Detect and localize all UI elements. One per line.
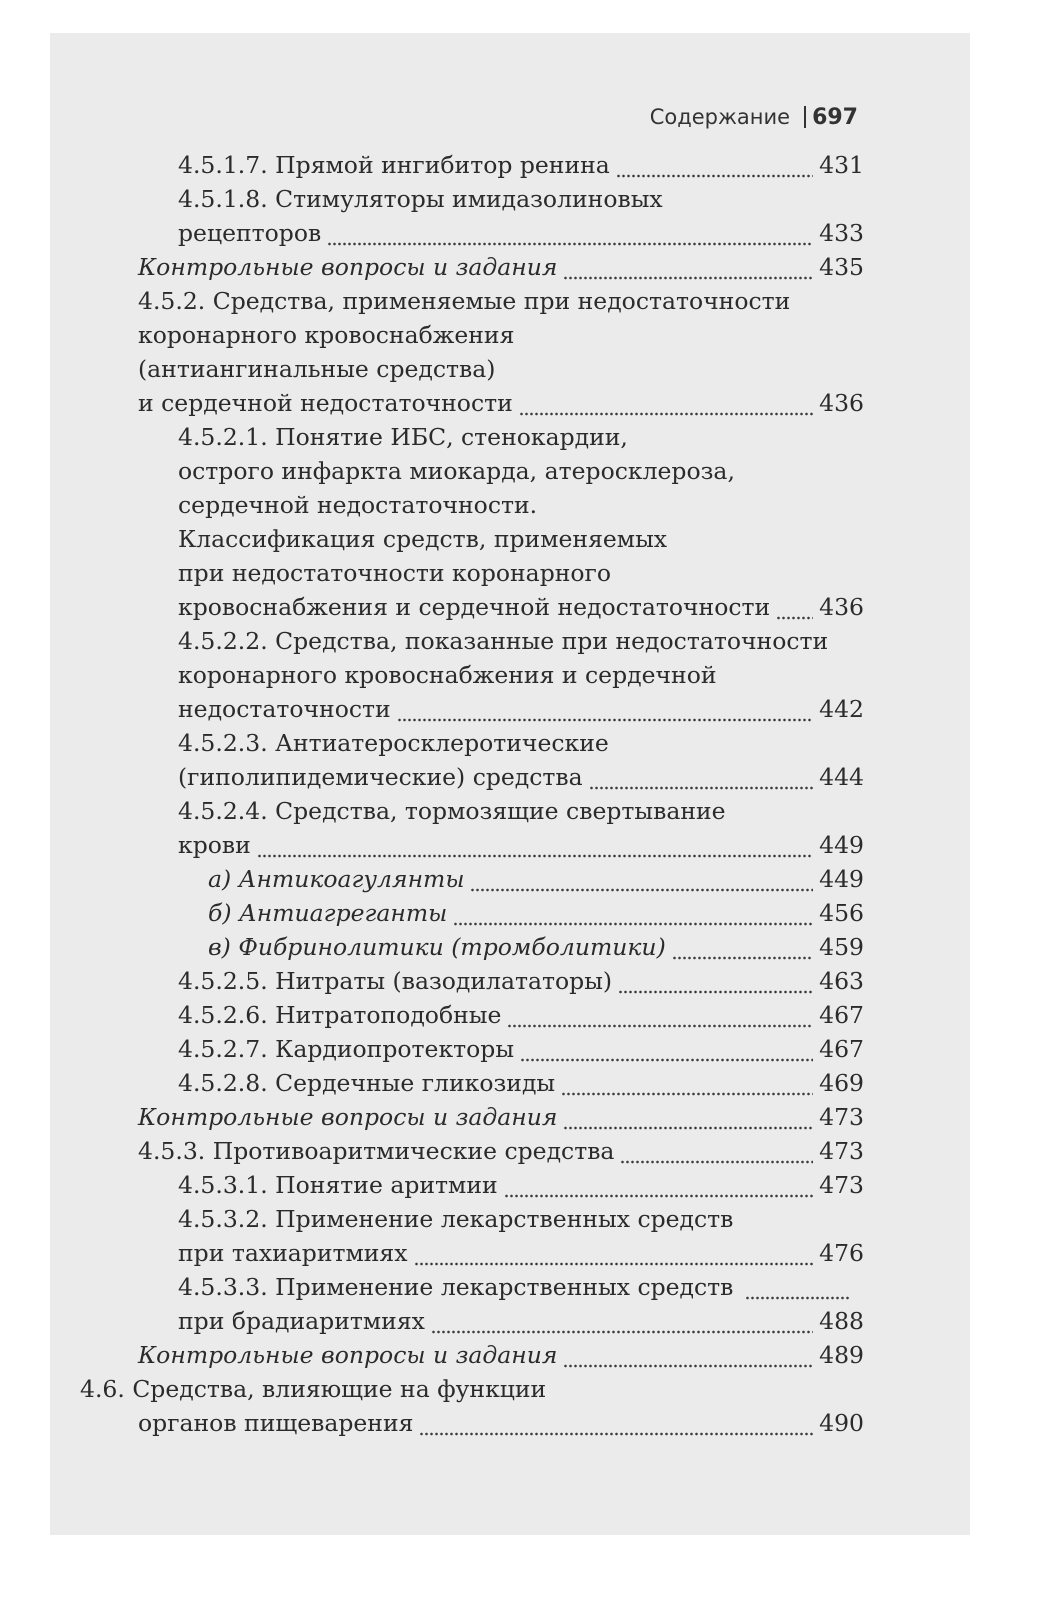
toc-entry-section: 4.6. Средства, влияющие на функции [80, 1375, 547, 1403]
toc-entry: 4.5.2.7. Кардиопротекторы 467 [178, 1032, 864, 1066]
toc-entry: и сердечной недостаточности 436 [138, 386, 864, 420]
toc-entry: острого инфаркта миокарда, атеросклероза, [178, 457, 735, 485]
toc-entry: недостаточности 442 [178, 692, 864, 726]
toc-entry: кровоснабжения и сердечной недостаточности 436 [178, 590, 864, 624]
toc-entry: органов пищеварения 490 [138, 1406, 864, 1440]
toc-entry: 4.5.3.1. Понятие аритмии 473 [178, 1168, 864, 1202]
toc-entry: коронарного кровоснабжения и сердечной [178, 661, 717, 689]
header-divider [804, 106, 806, 128]
toc-entry: 4.5.2. Средства, применяемые при недостаточности [138, 287, 791, 315]
toc-entry: сердечной недостаточности. [178, 491, 538, 519]
header-page-number: 697 [812, 104, 858, 130]
toc-entry: коронарного кровоснабжения [138, 321, 515, 349]
toc-entry: Классификация средств, применяемых [178, 525, 668, 553]
toc-entry: рецепторов 433 [178, 216, 864, 250]
toc-entry: при брадиаритмиях 488 [178, 1304, 864, 1338]
toc-entry-questions: Контрольные вопросы и задания 489 [138, 1338, 864, 1372]
toc-entry: 4.5.3.3. Применение лекарственных средств [178, 1270, 864, 1304]
toc-entry: 4.5.2.8. Сердечные гликозиды 469 [178, 1066, 864, 1100]
toc-entry: 4.5.2.3. Антиатеросклеротические [178, 729, 609, 757]
toc-entry-questions: Контрольные вопросы и задания 435 [138, 250, 864, 284]
toc-subentry: а) Антикоагулянты 449 [208, 862, 864, 896]
toc-entry: (гиполипидемические) средства 444 [178, 760, 864, 794]
toc-entry: (антиангинальные средства) [138, 355, 496, 383]
toc-entry: 4.5.1.8. Стимуляторы имидазолиновых [178, 185, 663, 213]
header-section-title: Содержание [649, 105, 791, 129]
toc-entry-questions: Контрольные вопросы и задания 473 [138, 1100, 864, 1134]
toc-entry: при тахиаритмиях 476 [178, 1236, 864, 1270]
toc-entry: 4.5.2.1. Понятие ИБС, стенокардии, [178, 423, 628, 451]
toc-entry: крови 449 [178, 828, 864, 862]
toc-entry: 4.5.2.6. Нитратоподобные 467 [178, 998, 864, 1032]
toc-entry: 4.5.3. Противоаритмические средства 473 [138, 1134, 864, 1168]
toc-entry: 4.5.2.4. Средства, тормозящие свертывание [178, 797, 726, 825]
toc-entry: 4.5.2.5. Нитраты (вазодилататоры) 463 [178, 964, 864, 998]
toc-entry: 4.5.3.2. Применение лекарственных средств [178, 1205, 734, 1233]
toc-entry: 4.5.2.2. Средства, показанные при недостаточности [178, 627, 829, 655]
toc-entry: 4.5.1.7. Прямой ингибитор ренина 431 [178, 148, 864, 182]
toc-entry: при недостаточности коронарного [178, 559, 612, 587]
toc-subentry: в) Фибринолитики (тромболитики) 459 [208, 930, 864, 964]
running-header [650, 102, 858, 132]
toc-subentry: б) Антиагреганты 456 [208, 896, 864, 930]
